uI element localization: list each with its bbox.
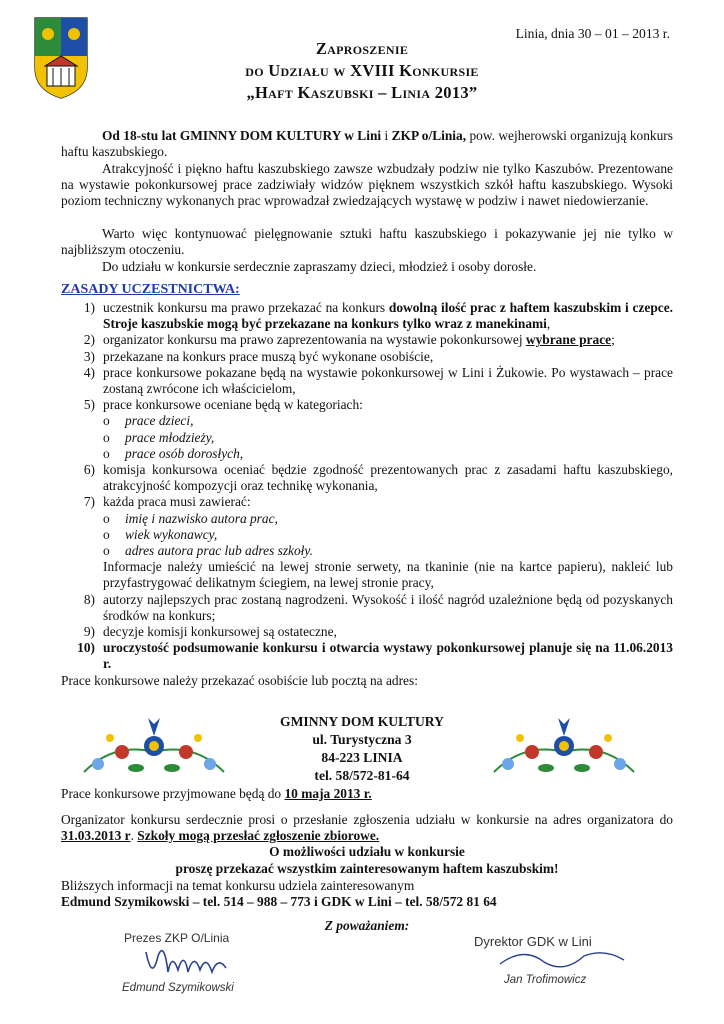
rule-5-sub-2: o prace młodzieży, xyxy=(103,429,215,445)
intro-paragraph-3: Warto więc kontynuować pielęgnowanie sztuki haftu kaszubskiego i pokazywanie jej nie tylko w najbliższym otoczeniu. xyxy=(61,226,673,258)
signature-right-title: Dyrektor GDK w Lini xyxy=(474,934,592,949)
signature-left-name: Edmund Szymikowski xyxy=(122,982,234,994)
rule-4: 4) prace konkursowe pokazane będą na wystawie pokonkursowej w Lini i Żukowie. Po wystawach – prace zostaną zwrócone ich właścicielom, xyxy=(83,364,673,397)
signature-left-title: Prezes ZKP O/Linia xyxy=(124,931,230,945)
rule-5-sub-1: o prace dzieci, xyxy=(103,413,194,429)
address-name: GMINNY DOM KULTURY xyxy=(280,714,444,729)
intro-paragraph-4: Do udziału w konkursie serdecznie zapraszamy dzieci, młodzież i osoby dorosłe. xyxy=(102,259,537,274)
rules-list xyxy=(61,300,673,689)
notice-line-1: O możliwości udziału w konkursie xyxy=(269,844,465,859)
deadline-text: Prace konkursowe przyjmowane będą do 10 maja 2013 r. xyxy=(61,786,372,801)
contact-line-1: Bliższych informacji na temat konkursu udziela zainteresowanym xyxy=(61,878,415,893)
rule-2: 2) organizator konkursu ma prawo zaprezentowania na wystawie pokonkursowej wybrane prace; xyxy=(83,332,615,348)
rule-8: 8) autorzy najlepszych prac zostaną nagrodzeni. Wysokość i ilość nagród uzależnione będą od pozyskanych środków na konkurs; xyxy=(83,591,673,623)
address-block xyxy=(0,713,724,785)
signature-right-name: Jan Trofimowicz xyxy=(504,974,587,986)
rule-3: 3) przekazane na konkurs prace muszą być wykonane osobiście, xyxy=(83,348,434,364)
regards: Z poważaniem: xyxy=(324,918,410,933)
title-invitation: Zaproszenie xyxy=(315,39,409,58)
rule-5: 5) prace konkursowe oceniane będą w kategoriach: xyxy=(83,397,363,413)
rule-7-sub-3: o adres autora prac lub adres szkoły. xyxy=(103,543,313,559)
address-street: ul. Turystyczna 3 xyxy=(312,732,412,747)
rule-7-sub-1: o imię i nazwisko autora prac, xyxy=(103,510,278,526)
title-contest-name: „Haft Kaszubski – Linia 2013” xyxy=(246,83,478,102)
rule-7-sub-2: o wiek wykonawcy, xyxy=(103,526,218,542)
rule-10: 10) uroczystość podsumowanie konkursu i otwarcia wystawy pokonkursowej planuje się na 11.06.2013 r. xyxy=(77,640,673,672)
notice-line-2: proszę przekazać wszystkim zainteresowanym haftem kaszubskim! xyxy=(175,861,559,876)
rule-6: 6) komisja konkursowa oceniać będzie zgodność prezentowanych prac z zasadami haftu kaszubskiego, atrakcyjność kompozycji oraz technikę wykonania, xyxy=(83,462,673,494)
contact-line-2: Edmund Szymikowski – tel. 514 – 988 – 773 i GDK w Lini – tel. 58/572 81 64 xyxy=(61,894,497,909)
signature-left-stamp xyxy=(112,924,272,1004)
rule-1: 1) uczestnik konkursu ma prawo przekazać na konkurs dowolną ilość prac z haftem kaszubskim i czepce. Stroje kaszubskie mogą być przekazane na konkurs tylko wraz z manekinami, xyxy=(83,300,673,332)
organizer-request: Organizator konkursu serdecznie prosi o przesłanie zgłoszenia udziału w konkursie na adres organizatora do 31.03.2013 r. Szkoły mogą przesłać zgłoszenie zbiorowe. xyxy=(61,812,673,844)
letter-date: Linia, dnia 30 – 01 – 2013 r. xyxy=(515,26,670,41)
intro-paragraph-1: Od 18-stu lat GMINNY DOM KULTURY w Lini i ZKP o/Linia, pow. wejherowski organizują konkurs haftu kaszubskiego. xyxy=(61,128,673,160)
signature-right-stamp xyxy=(474,934,644,994)
intro-paragraph-2: Atrakcyjność i piękno haftu kaszubskiego zawsze wzbudzały podziw nie tylko Kaszubów. Prezentowane na wystawie pokonkursowej prace zadziwiały widzów pięknem wszystkich szkół haftu kaszubskiego. Wysoki poziom techniczny wykonanych prac wprowadzał zwiedzających wystawę w podziw i nawet niedowierzanie. xyxy=(61,161,673,209)
rule-7: 7) każda praca musi zawierać: xyxy=(83,494,251,510)
title-contest: do Udziału w XVIII Konkursie xyxy=(245,61,479,80)
rule-9: 9) decyzje komisji konkursowej są ostateczne, xyxy=(83,624,337,640)
address-phone: tel. 58/572-81-64 xyxy=(314,768,410,783)
signature-left-scribble xyxy=(142,942,252,982)
rules-heading: ZASADY UCZESTNICTWA: xyxy=(61,282,240,297)
rule-5-sub-3: o prace osób dorosłych, xyxy=(103,445,244,461)
rule-7-note: Informacje należy umieścić na lewej stronie serwety, na tkaninie (nie na kartce papieru), nakleić lub przyfastrygować delikatnym ściegiem, na lewej stronie pracy, xyxy=(103,559,673,591)
delivery-instructions: Prace konkursowe należy przekazać osobiście lub pocztą na adres: xyxy=(61,672,418,688)
address-city: 84-223 LINIA xyxy=(321,750,403,765)
